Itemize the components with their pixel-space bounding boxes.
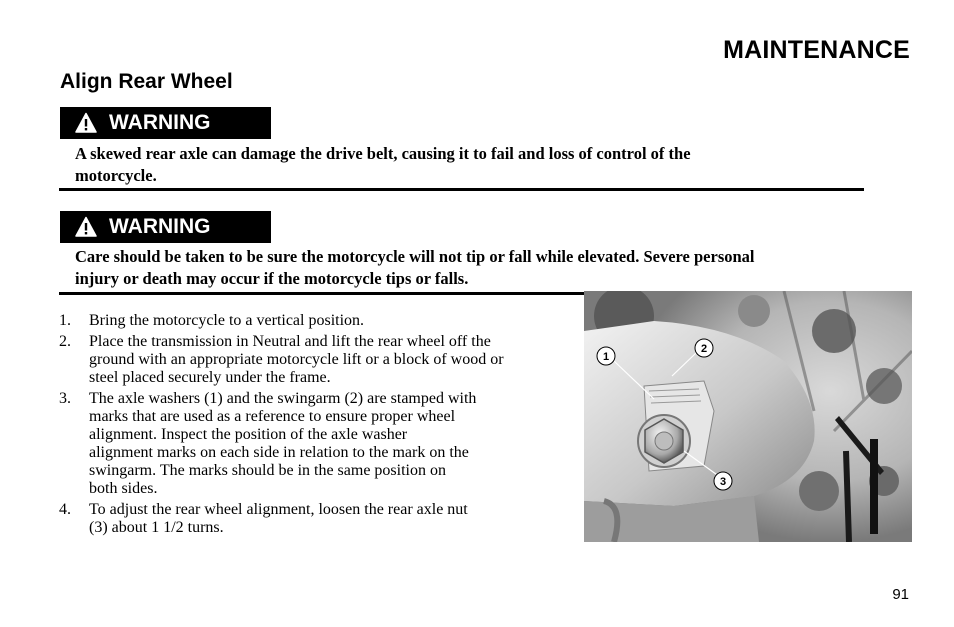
step-line: swingarm. The marks should be in the same position on [89, 462, 446, 479]
list-item [59, 312, 579, 330]
list-item [59, 390, 579, 498]
step-line: To adjust the rear wheel alignment, loosen the rear axle nut [89, 501, 468, 518]
warning-text [75, 246, 865, 290]
warning-text-line: injury or death may occur if the motorcycle tips or falls. [75, 269, 469, 288]
step-line: marks that are used as a reference to ensure proper wheel [89, 408, 456, 425]
warning-text-line: Care should be taken to be sure the motorcycle will not tip or fall while elevated. Severe personal [75, 247, 755, 266]
step-line: The axle washers (1) and the swingarm (2) are stamped with [89, 390, 477, 407]
axle-photo [584, 291, 912, 542]
svg-text:2: 2 [700, 343, 708, 355]
step-line: Bring the motorcycle to a vertical position. [89, 312, 365, 329]
svg-text:1: 1 [602, 351, 610, 363]
section-header: MAINTENANCE [723, 36, 910, 64]
step-number: 3. [59, 390, 71, 407]
step-number: 2. [59, 333, 71, 350]
list-item [59, 333, 579, 387]
step-number: 1. [59, 312, 71, 329]
step-line: alignment. Inspect the position of the axle washer [89, 426, 408, 443]
divider [59, 188, 864, 191]
warning-label: WARNING [109, 111, 211, 134]
step-number: 4. [59, 501, 71, 518]
step-line: (3) about 1 1/2 turns. [89, 519, 224, 536]
warning-text [75, 143, 865, 187]
step-line: ground with an appropriate motorcycle lift or a block of wood or [89, 351, 504, 368]
procedure-steps [59, 312, 579, 540]
warning-triangle-icon [75, 216, 97, 238]
step-line: both sides. [89, 480, 158, 497]
list-item [59, 501, 579, 537]
warning-label: WARNING [109, 215, 211, 238]
callout-2 [695, 339, 713, 357]
step-line: Place the transmission in Neutral and lift the rear wheel off the [89, 333, 491, 350]
svg-text:3: 3 [719, 476, 727, 488]
divider [59, 292, 584, 295]
warning-text-line: A skewed rear axle can damage the drive belt, causing it to fail and loss of control of the [75, 144, 691, 163]
step-line: alignment marks on each side in relation to the mark on the [89, 444, 469, 461]
page-number: 91 [892, 586, 909, 603]
callout-1 [597, 347, 615, 365]
warning-text-line: motorcycle. [75, 166, 157, 185]
page-title: Align Rear Wheel [60, 70, 233, 93]
warning-badge [60, 211, 271, 243]
callout-3 [714, 472, 732, 490]
step-line: steel placed securely under the frame. [89, 369, 331, 386]
warning-triangle-icon [75, 112, 97, 134]
warning-badge [60, 107, 271, 139]
